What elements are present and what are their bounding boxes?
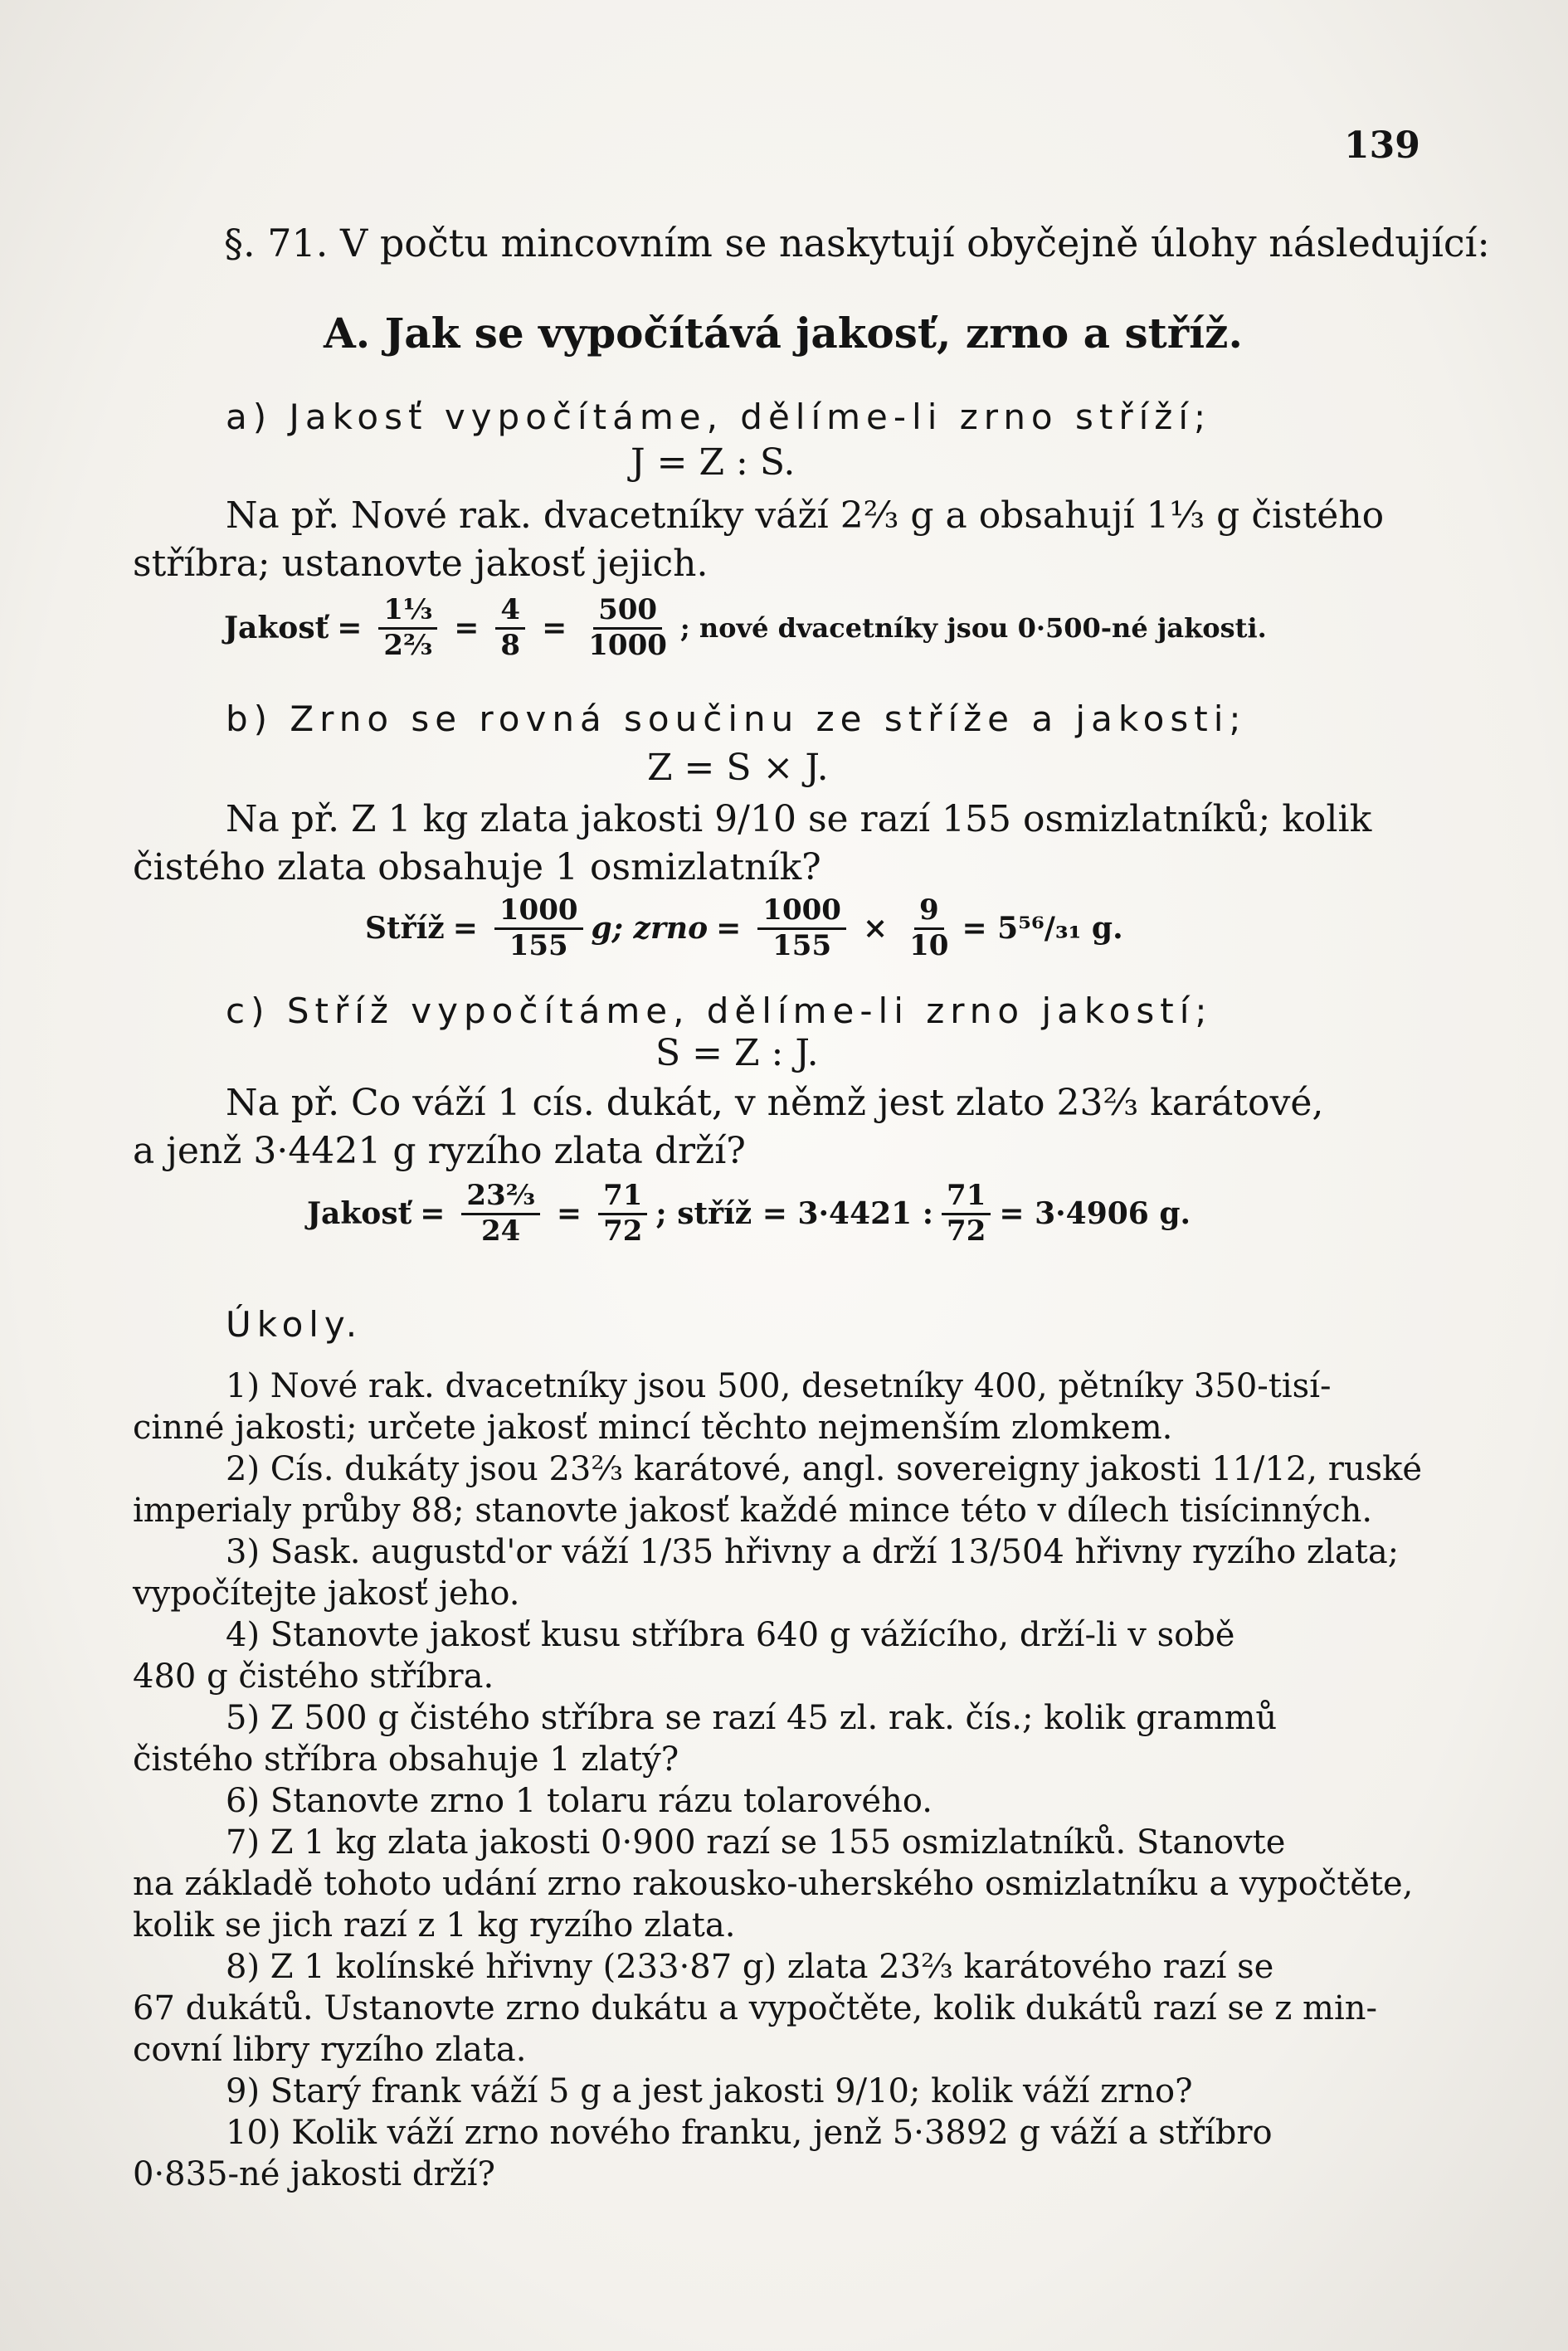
numerator: 500 <box>593 596 662 630</box>
equals-sign: = <box>556 1196 582 1232</box>
numerator: 4 <box>495 596 525 630</box>
example-b-line2: čistého zlata obsahuje 1 osmizlatník? <box>133 846 821 888</box>
calc-c <box>307 1181 1191 1246</box>
calc-c-result: = 3·4906 g. <box>999 1196 1191 1232</box>
task-line: 9) Starý frank váží 5 g a jest jakosti 9/10; kolik váží zrno? <box>226 2072 1193 2110</box>
section-intro: §. 71. V počtu mincovním se naskytují obyčejně úlohy následující: <box>224 221 1490 265</box>
calc-a <box>224 593 1267 662</box>
example-b-line1: Na př. Z 1 kg zlata jakosti 9/10 se razí 155 osmizlatníků; kolik <box>226 798 1372 840</box>
times-sign: × <box>862 911 889 947</box>
task-line: covní libry ryzího zlata. <box>133 2031 527 2069</box>
task-line: 10) Kolik váží zrno nového franku, jenž 5·3892 g váží a stříbro <box>226 2114 1273 2152</box>
task-line: 67 dukátů. Ustanovte zrno dukátu a vypočtěte, kolik dukátů razí se z min- <box>133 1989 1378 2027</box>
denominator: 72 <box>947 1214 986 1248</box>
task-line: imperialy průby 88; stanovte jakosť každé mince této v dílech tisícinných. <box>133 1492 1373 1530</box>
equals-sign: = <box>420 1196 446 1232</box>
numerator: 1000 <box>494 896 583 930</box>
calc-c-mid: ; stříž = 3·4421 : <box>655 1196 934 1232</box>
calc-a-tail: ; nové dvacetníky jsou 0·500-né jakosti. <box>679 612 1267 645</box>
denominator: 155 <box>772 928 832 962</box>
denominator: 10 <box>909 928 949 962</box>
task-line: 1) Nové rak. dvacetníky jsou 500, desetníky 400, pětníky 350-tisí- <box>226 1367 1332 1405</box>
example-a-line2: stříbra; ustanovte jakosť jejich. <box>133 543 709 585</box>
fraction <box>942 1181 991 1246</box>
section-heading: A. Jak se vypočítává jakosť, zrno a stříž. <box>324 309 1243 358</box>
calc-c-label: Jakosť <box>307 1196 412 1232</box>
denominator: 2⅔ <box>383 628 433 662</box>
formula-b: Z = S × J. <box>647 747 829 789</box>
fraction <box>494 893 583 962</box>
numerator: 71 <box>598 1181 647 1215</box>
calc-b <box>365 893 1123 962</box>
numerator: 9 <box>914 896 944 930</box>
task-line: 480 g čistého stříbra. <box>133 1657 494 1696</box>
task-line: 5) Z 500 g čistého stříbra se razí 45 zl. rak. čís.; kolik grammů <box>226 1699 1278 1737</box>
rule-b: b) Zrno se rovná součinu ze stříže a jakosti; <box>226 698 1247 739</box>
fraction <box>461 1181 540 1246</box>
fraction <box>378 593 437 662</box>
denominator: 24 <box>480 1214 521 1248</box>
tasks-heading: Úkoly. <box>226 1304 363 1345</box>
task-line: 0·835-né jakosti drží? <box>133 2155 495 2193</box>
calc-a-label: Jakosť <box>224 611 329 646</box>
equals-sign: = <box>454 611 480 646</box>
task-line: cinné jakosti; určete jakosť mincí těchto nejmenším zlomkem. <box>133 1409 1173 1447</box>
denominator: 8 <box>500 628 521 662</box>
numerator: 71 <box>942 1181 991 1215</box>
numerator: 23⅔ <box>461 1181 540 1215</box>
fraction <box>583 593 672 662</box>
task-line: čistého stříbra obsahuje 1 zlatý? <box>133 1740 679 1779</box>
numerator: 1⅓ <box>378 596 437 630</box>
fraction <box>757 893 846 962</box>
formula-a: J = Z : S. <box>631 441 796 484</box>
task-line: 2) Cís. dukáty jsou 23⅔ karátové, angl. sovereigny jakosti 11/12, ruské <box>226 1450 1423 1488</box>
fraction <box>904 893 953 962</box>
task-line: 3) Sask. augustd'or váží 1/35 hřivny a drží 13/504 hřivny ryzího zlata; <box>226 1533 1400 1571</box>
task-line: na základě tohoto udání zrno rakousko-uherského osmizlatníku a vypočtěte, <box>133 1865 1414 1903</box>
task-line: vypočítejte jakosť jeho. <box>133 1575 520 1613</box>
task-line: 4) Stanovte jakosť kusu stříbra 640 g vážícího, drží-li v sobě <box>226 1616 1235 1654</box>
equals-sign: = <box>716 911 742 947</box>
example-c-line2: a jenž 3·4421 g ryzího zlata drží? <box>133 1130 746 1172</box>
calc-b-mid: g; zrno <box>591 911 709 947</box>
calc-b-result: = 5⁵⁶/₃₁ g. <box>962 911 1123 947</box>
formula-c: S = Z : J. <box>655 1032 819 1074</box>
task-line: 6) Stanovte zrno 1 tolaru rázu tolarového. <box>226 1782 933 1820</box>
denominator: 72 <box>603 1214 643 1248</box>
calc-b-label: Stříž <box>365 911 445 947</box>
task-line: kolik se jich razí z 1 kg ryzího zlata. <box>133 1906 736 1945</box>
task-line: 7) Z 1 kg zlata jakosti 0·900 razí se 155 osmizlatníků. Stanovte <box>226 1823 1286 1862</box>
numerator: 1000 <box>757 896 846 930</box>
equals-sign: = <box>452 911 478 947</box>
fraction <box>495 593 525 662</box>
example-a-line1: Na př. Nové rak. dvacetníky váží 2⅔ g a obsahují 1⅓ g čistého <box>226 494 1385 537</box>
page-number: 139 <box>1344 124 1420 167</box>
example-c-line1: Na př. Co váží 1 cís. dukát, v němž jest zlato 23⅔ karátové, <box>226 1082 1324 1124</box>
denominator: 155 <box>509 928 568 962</box>
rule-a: a) Jakosť vypočítáme, dělíme-li zrno stříží; <box>226 397 1212 437</box>
denominator: 1000 <box>588 628 667 662</box>
equals-sign: = <box>337 611 363 646</box>
fraction <box>598 1181 647 1246</box>
equals-sign: = <box>542 611 567 646</box>
task-line: 8) Z 1 kolínské hřivny (233·87 g) zlata 23⅔ karátového razí se <box>226 1948 1274 1986</box>
rule-c: c) Stříž vypočítáme, dělíme-li zrno jakostí; <box>226 991 1213 1031</box>
